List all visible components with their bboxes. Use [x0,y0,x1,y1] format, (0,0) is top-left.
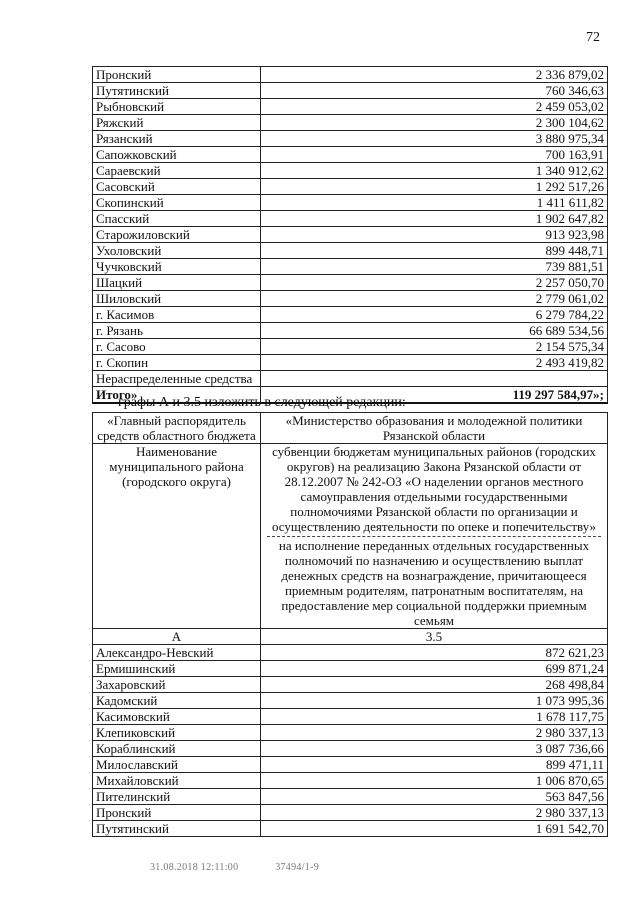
amount-value: 699 871,24 [261,661,608,677]
district-name: Кадомский [93,693,261,709]
district-name: Рязанский [93,131,261,147]
district-name: Ряжский [93,115,261,131]
amount-value: 66 689 534,56 [261,323,608,339]
amount-value: 1 292 517,26 [261,179,608,195]
amount-value: 2 493 419,82 [261,355,608,371]
district-name: Михайловский [93,773,261,789]
district-name: Захаровский [93,677,261,693]
table-row [93,115,608,131]
header-district-name-label: Наименование муниципального района (городского округа) [93,444,261,629]
table-row [93,821,608,837]
table-row [93,677,608,693]
district-name: Касимовский [93,709,261,725]
district-name: г. Скопин [93,355,261,371]
amount-value: 739 881,51 [261,259,608,275]
footer-timestamp: 31.08.2018 12:11:00 [150,862,239,873]
header-ministry-name: «Министерство образования и молодежной политики Рязанской области [261,413,608,444]
subvention-table-columns-a-3-5 [92,412,608,837]
table-row [93,211,608,227]
table-row [93,163,608,179]
amount-value: 2 336 879,02 [261,67,608,83]
amount-value: 2 459 053,02 [261,99,608,115]
table-row [93,195,608,211]
table-row [93,99,608,115]
district-name: Ермишинский [93,661,261,677]
column-label-3-5: 3.5 [261,629,608,645]
district-name: Путятинский [93,83,261,99]
amount-value: 700 163,91 [261,147,608,163]
district-name: Сараевский [93,163,261,179]
amount-value: 899 471,11 [261,757,608,773]
district-name: г. Сасово [93,339,261,355]
amount-value: 3 087 736,66 [261,741,608,757]
header-row-distributor [93,413,608,444]
amount-value: 913 923,98 [261,227,608,243]
footer-doc-code: 37494/1-9 [275,862,320,873]
district-name: Рыбновский [93,99,261,115]
amount-value: 2 300 104,62 [261,115,608,131]
amount-value [261,371,608,387]
table-row [93,67,608,83]
header-row-purpose [93,444,608,629]
amount-value: 1 006 870,65 [261,773,608,789]
district-name: Спасский [93,211,261,227]
district-name: Шиловский [93,291,261,307]
district-name: Милославский [93,757,261,773]
subvention-sub-purpose: на исполнение переданных отдельных государственных полномочий по назначению и осуществлению выплат денежных средств на вознаграждение, причитающееся приемным родителям, патронатным воспитателям, на предоставление мер социальной поддержки приемным семьям [278,538,590,628]
table-row [93,371,608,387]
district-name: Путятинский [93,821,261,837]
total-value: 119 297 584,97»; [261,387,608,404]
table-row [93,179,608,195]
amount-value: 1 340 912,62 [261,163,608,179]
table-row [93,291,608,307]
table-row [93,259,608,275]
header-main-distributor-label: «Главный распорядитель средств областного бюджета [93,413,261,444]
amount-value: 6 279 784,22 [261,307,608,323]
amount-value: 563 847,56 [261,789,608,805]
amount-value: 1 411 611,82 [261,195,608,211]
district-name: Пронский [93,805,261,821]
amount-value: 2 257 050,70 [261,275,608,291]
table-row [93,227,608,243]
table-row [93,773,608,789]
district-name: Чучковский [93,259,261,275]
table-row [93,725,608,741]
table-row [93,131,608,147]
table-row [93,661,608,677]
amount-value: 268 498,84 [261,677,608,693]
subvention-table-top [92,66,608,404]
total-label: Итого» [93,387,261,404]
table-row [93,789,608,805]
amount-value: 760 346,63 [261,83,608,99]
column-labels-row [93,629,608,645]
separator [267,536,601,537]
amount-value: 872 621,23 [261,645,608,661]
district-name: Сапожковский [93,147,261,163]
table-row [93,693,608,709]
table-row [93,243,608,259]
table-row [93,645,608,661]
table-row [93,355,608,371]
amount-value: 3 880 975,34 [261,131,608,147]
table-row [93,757,608,773]
header-purpose-text [261,444,608,629]
table-row [93,307,608,323]
amount-value: 1 902 647,82 [261,211,608,227]
amount-value: 1 073 995,36 [261,693,608,709]
district-name: Старожиловский [93,227,261,243]
amount-value: 899 448,71 [261,243,608,259]
amount-value: 2 980 337,13 [261,725,608,741]
district-name: Ухоловский [93,243,261,259]
amount-value: 2 779 061,02 [261,291,608,307]
district-name: Александро-Невский [93,645,261,661]
district-name: г. Рязань [93,323,261,339]
table-row [93,275,608,291]
amount-value: 2 980 337,13 [261,805,608,821]
district-name: г. Касимов [93,307,261,323]
table-row [93,709,608,725]
amount-value: 2 154 575,34 [261,339,608,355]
table-row [93,147,608,163]
column-label-a: А [93,629,261,645]
page-number: 72 [586,30,600,45]
amount-value: 1 691 542,70 [261,821,608,837]
subvention-purpose: субвенции бюджетам муниципальных районов (городских округов) на реализацию Закона Рязанской области от 28.12.2007 № 242-ОЗ «О наделении органов местного самоуправления отдельными государственными полномочиями Рязанской области по организации и осуществлению деятельности по опеке и попечительству» [271,444,597,534]
district-name: Шацкий [93,275,261,291]
district-name: Клепиковский [93,725,261,741]
amount-value: 1 678 117,75 [261,709,608,725]
district-name: Кораблинский [93,741,261,757]
district-name: Сасовский [93,179,261,195]
district-name: Пителинский [93,789,261,805]
table-row [93,83,608,99]
table-row [93,339,608,355]
amendment-intro: графы А и 3.5 изложить в следующей редакции: [118,395,406,410]
district-name: Пронский [93,67,261,83]
footer-stamp [150,862,319,873]
table-row [93,741,608,757]
table-row [93,805,608,821]
table-row [93,323,608,339]
district-name: Нераспределенные средства [93,371,261,387]
district-name: Скопинский [93,195,261,211]
